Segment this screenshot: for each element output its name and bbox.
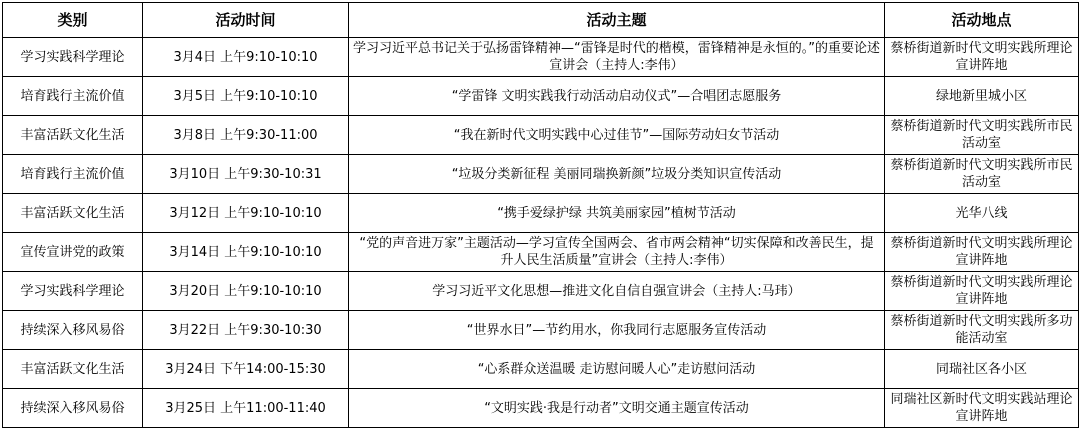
cell-place: 蔡桥街道新时代文明实践所理论宣讲阵地 [885,233,1079,272]
cell-place: 光华八线 [885,194,1079,233]
cell-topic: “我在新时代文明实践中心过佳节”—国际劳动妇女节活动 [349,116,885,155]
cell-topic: “垃圾分类新征程 美丽同瑞换新颜”垃圾分类知识宣传活动 [349,155,885,194]
activity-schedule-table [2,2,1079,428]
cell-place: 同瑞社区新时代文明实践站理论宣讲阵地 [885,389,1079,428]
table-row [3,77,1079,116]
cell-time: 3月10日 上午9:30-10:31 [143,155,349,194]
cell-topic: 学习习近平总书记关于弘扬雷锋精神—“雷锋是时代的楷模，雷锋精神是永恒的。”的重要论述宣讲会（主持人:李伟） [349,38,885,77]
header-place: 活动地点 [885,3,1079,38]
table-row [3,194,1079,233]
cell-place: 蔡桥街道新时代文明实践所多功能活动室 [885,311,1079,350]
table-header-row [3,3,1079,38]
table-row [3,389,1079,428]
cell-category: 宣传宣讲党的政策 [3,233,143,272]
cell-place: 蔡桥街道新时代文明实践所市民活动室 [885,116,1079,155]
cell-time: 3月24日 下午14:00-15:30 [143,350,349,389]
cell-category: 持续深入移风易俗 [3,311,143,350]
cell-place: 蔡桥街道新时代文明实践所市民活动室 [885,155,1079,194]
cell-category: 培育践行主流价值 [3,155,143,194]
cell-time: 3月4日 上午9:10-10:10 [143,38,349,77]
cell-place: 同瑞社区各小区 [885,350,1079,389]
cell-time: 3月8日 上午9:30-11:00 [143,116,349,155]
cell-time: 3月14日 上午9:10-10:10 [143,233,349,272]
table-row [3,116,1079,155]
table-row [3,233,1079,272]
cell-topic: 学习习近平文化思想—推进文化自信自强宣讲会（主持人:马玮） [349,272,885,311]
cell-category: 丰富活跃文化生活 [3,194,143,233]
cell-category: 培育践行主流价值 [3,77,143,116]
cell-topic: “世界水日”—节约用水，你我同行志愿服务宣传活动 [349,311,885,350]
cell-topic: “心系群众送温暖 走访慰问暖人心”走访慰问活动 [349,350,885,389]
table-row [3,38,1079,77]
cell-topic: “党的声音进万家”主题活动—学习宣传全国两会、省市两会精神“切实保障和改善民生，提升人民生活质量”宣讲会（主持人:李伟） [349,233,885,272]
cell-time: 3月5日 上午9:10-10:10 [143,77,349,116]
cell-place: 蔡桥街道新时代文明实践所理论宣讲阵地 [885,272,1079,311]
table-row [3,311,1079,350]
cell-topic: “学雷锋 文明实践我行动活动启动仪式”—合唱团志愿服务 [349,77,885,116]
table-row [3,155,1079,194]
cell-time: 3月25日 上午11:00-11:40 [143,389,349,428]
cell-time: 3月20日 上午9:10-10:10 [143,272,349,311]
cell-category: 学习实践科学理论 [3,272,143,311]
cell-category: 丰富活跃文化生活 [3,350,143,389]
cell-place: 绿地新里城小区 [885,77,1079,116]
header-category: 类别 [3,3,143,38]
cell-category: 丰富活跃文化生活 [3,116,143,155]
table-row [3,350,1079,389]
cell-time: 3月22日 上午9:30-10:30 [143,311,349,350]
table-row [3,272,1079,311]
cell-topic: “文明实践·我是行动者”文明交通主题宣传活动 [349,389,885,428]
cell-topic: “携手爱绿护绿 共筑美丽家园”植树节活动 [349,194,885,233]
cell-category: 持续深入移风易俗 [3,389,143,428]
cell-category: 学习实践科学理论 [3,38,143,77]
header-time: 活动时间 [143,3,349,38]
header-topic: 活动主题 [349,3,885,38]
cell-time: 3月12日 上午9:10-10:10 [143,194,349,233]
cell-place: 蔡桥街道新时代文明实践所理论宣讲阵地 [885,38,1079,77]
